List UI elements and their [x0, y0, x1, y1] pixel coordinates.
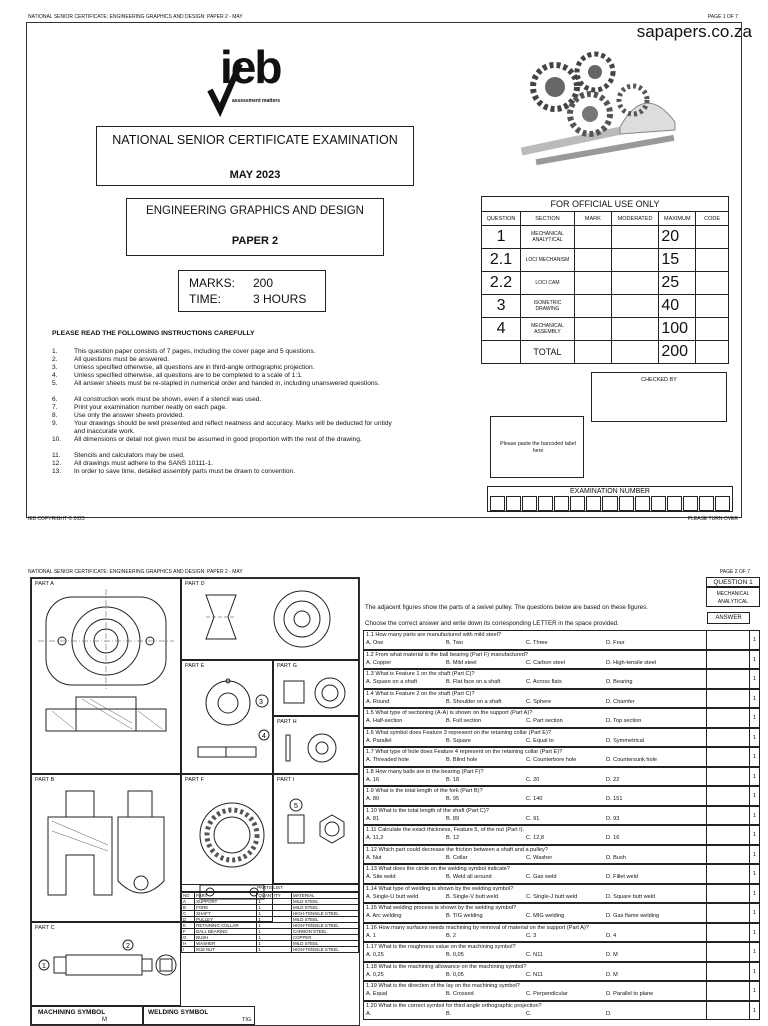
official-row: 1 MECHANICAL ANALYTICAL 20 — [482, 226, 729, 249]
code-cell[interactable] — [696, 249, 729, 272]
instruction-item: 12. All drawings must adhere to the SANS 10111-1. — [52, 460, 214, 467]
moderated-cell[interactable] — [611, 272, 659, 295]
machining-symbol-box — [31, 1006, 143, 1025]
part-b-drawing: PART B — [31, 774, 181, 922]
paper-number: PAPER 2 — [231, 235, 279, 247]
barcode-box[interactable] — [490, 416, 584, 478]
moderated-cell[interactable] — [611, 295, 659, 318]
answer-field[interactable] — [706, 865, 750, 883]
part-h-drawing: PART H — [273, 716, 359, 774]
header-maximum: MAXIMUM — [659, 212, 696, 226]
answer-field[interactable] — [706, 748, 750, 766]
official-use-table — [481, 211, 729, 364]
watermark: sapapers.co.za — [636, 22, 752, 41]
question-row: 1.7 What type of hole does Feature 4 represent on the retaining collar (Part E)? A. Threaded hole B. Blind hole C. Counterbore hole D. Countersunk hole 1 — [363, 747, 760, 767]
mark-cell[interactable] — [574, 249, 611, 272]
parts-list-table: NO PART QUANTITY MATERIAL A SUPPORT 1 MILD STEEL B FORK 1 MILD STEEL C SHAFT 1 HIGH-TENSILE STEEL D PULLEY 1 MILD STEEL E RETAINING COLLAR 1 HIGH-TENSILE STEEL F BALL BEARING 1 CARBON STEEL G BUSH 1 COPPER H WASHER 1 MILD STEEL I M16 NUT 1 HIGH-TENSILE STEEL — [181, 892, 359, 953]
total-code-cell[interactable] — [696, 341, 729, 364]
part-a-drawing: PART A — [31, 578, 181, 774]
exam-number-box — [487, 486, 733, 512]
question-row: 1.14 What type of welding is shown by the welding symbol? A. Single-U butt weld B. Single-V butt weld C. Single-J butt weld D. Square butt weld 1 — [363, 884, 760, 904]
svg-text:5: 5 — [294, 803, 298, 810]
instruction-item: 11. Stencils and calculators may be used. — [52, 452, 185, 459]
exam-title: NATIONAL SENIOR CERTIFICATE EXAMINATION — [112, 133, 398, 147]
answer-field[interactable] — [706, 670, 750, 688]
question-row: 1.5 What type of sectioning (A-A) is shown on the support (Part A)? A. Half-section B. Full section C. Part section D. Top section 1 — [363, 708, 760, 728]
parts-list-row: F BALL BEARING 1 CARBON STEEL — [182, 929, 359, 935]
svg-text:1: 1 — [42, 963, 46, 970]
question-intro: The adjacent figures show the parts of a swivel pulley. The questions below are based on these figures. — [365, 604, 648, 611]
header-mark: MARK — [574, 212, 611, 226]
page-header-right: PAGE 2 OF 7 — [719, 569, 750, 575]
time-value: 3 HOURS — [253, 292, 307, 306]
exam-date: MAY 2023 — [229, 169, 281, 181]
checked-by-box[interactable] — [591, 372, 727, 422]
instruction-item: 13. In order to save time, detailed assembly parts must be drawn to convention. — [52, 468, 296, 475]
part-i-drawing: PART I 5 — [273, 774, 359, 884]
page-header-right: PAGE 1 OF 7 — [707, 14, 738, 20]
question-row: 1.3 What is Feature 1 on the shaft (Part C)? A. Square on a shaft B. Flat face on a shaft C. Across flats D. Bearing 1 — [363, 669, 760, 689]
answer-field[interactable] — [706, 1002, 750, 1020]
marks-value: 200 — [253, 276, 274, 290]
question-row: 1.17 What is the roughness value on the machining symbol? A. 0,25 B. 0,05 C. N11 D. M 1 — [363, 942, 760, 962]
welding-symbol-label: WELDING SYMBOL — [148, 1009, 209, 1016]
machining-symbol-label: MACHINING SYMBOL — [38, 1009, 106, 1016]
question-row: 1.6 What symbol does Feature 3 represent on the retaining collar (Part E)? A. Parallel B. Square C. Equal to D. Symmetrical 1 — [363, 728, 760, 748]
question-row: 1.11 Calculate the exact thickness, Feature 5, of the nut (Part I). A. 11,2 B. 12 C. 12,8 D. 16 1 — [363, 825, 760, 845]
moderated-cell[interactable] — [611, 318, 659, 341]
answer-field[interactable] — [706, 690, 750, 708]
marks-label: MARKS: — [189, 276, 236, 290]
official-use-box — [481, 196, 729, 364]
parts-list-row: E RETAINING COLLAR 1 HIGH-TENSILE STEEL — [182, 923, 359, 929]
question-row: 1.8 How many balls are in the bearing (Part F)? A. 16 B. 18 C. 20 D. 22 1 — [363, 767, 760, 787]
question-row: 1.2 From what material is the ball bearing (Part F) manufactured? A. Copper B. Mild steel C. Carbon steel D. High-tensile steel 1 — [363, 650, 760, 670]
header-section: SECTION — [521, 212, 575, 226]
answer-field[interactable] — [706, 826, 750, 844]
checked-by-label: CHECKED BY — [641, 377, 677, 383]
page-header-left: NATIONAL SENIOR CERTIFICATE: ENGINEERING GRAPHICS AND DESIGN: PAPER 2 - MAY — [28, 569, 243, 575]
question-row: 1.9 What is the total length of the fork (Part B)? A. 80 B. 95 C. 140 D. 151 1 — [363, 786, 760, 806]
answer-field[interactable] — [706, 885, 750, 903]
machining-letter: M — [102, 1017, 107, 1023]
answer-field[interactable] — [706, 982, 750, 1000]
header-moderated: MODERATED — [611, 212, 659, 226]
part-f-drawing: PART F — [181, 774, 273, 922]
question-row: 1.18 What is the machining allowance on the machining symbol? A. 0,25 B. 0,05 C. N11 D. M 1 — [363, 962, 760, 982]
time-label: TIME: — [189, 292, 221, 306]
parts-list-row: B FORK 1 MILD STEEL — [182, 905, 359, 911]
subject-box — [126, 198, 384, 256]
part-g-drawing: PART G — [273, 660, 359, 716]
code-cell[interactable] — [696, 272, 729, 295]
parts-list-title: PARTS LIST — [181, 884, 359, 892]
mark-cell[interactable] — [574, 295, 611, 318]
subject: ENGINEERING GRAPHICS AND DESIGN — [146, 205, 364, 217]
instruction-item: 2. All questions must be answered. — [52, 356, 169, 363]
part-c-drawing: PART C 1 2 — [31, 922, 181, 1006]
official-row: 2.1 LOCI MECHANISM 15 — [482, 249, 729, 272]
marks-time-box — [178, 270, 326, 312]
welding-symbol-box — [143, 1006, 255, 1025]
question-row: 1.15 What welding process is shown by the welding symbol? A. Arc welding B. TIG welding C. MIG welding D. Gas flame welding 1 — [363, 903, 760, 923]
part-d-drawing: PART D — [181, 578, 359, 660]
svg-text:2: 2 — [126, 943, 130, 950]
instructions-list — [52, 348, 402, 498]
instruction-item: 8. Use only the answer sheets provided. — [52, 412, 184, 419]
instruction-item: 9. Your drawings should be well presented and reflect neatness and accuracy. Marks will be deducted for untidy and inaccurate work. — [52, 420, 392, 435]
answer-label: ANSWER — [707, 612, 750, 624]
page-2 — [0, 560, 768, 1024]
answer-field[interactable] — [706, 807, 750, 825]
official-row: 3 ISOMETRIC DRAWING 40 — [482, 295, 729, 318]
exam-title-box — [96, 126, 414, 186]
code-cell[interactable] — [696, 226, 729, 249]
instruction-item: 3. Unless specified otherwise, all questions are in third-angle orthographic projection. — [52, 364, 315, 371]
mark-cell[interactable] — [574, 318, 611, 341]
header-question: QUESTION — [482, 212, 521, 226]
weld-process-label: TIG — [242, 1017, 252, 1023]
ieb-logo: ieb assessment matters — [200, 44, 310, 120]
parts-list-row: G BUSH 1 COPPER — [182, 935, 359, 941]
question-row: 1.19 What is the direction of the lay on the machining symbol? A. Equal B. Crossed C. Perpendicular D. Parallel to plane 1 — [363, 981, 760, 1001]
parts-list-row: C SHAFT 1 HIGH-TENSILE STEEL — [182, 911, 359, 917]
official-row: 2.2 LOCI CAM 25 — [482, 272, 729, 295]
footer-turn-over: PLEASE TURN OVER — [687, 516, 738, 522]
answer-field[interactable] — [706, 904, 750, 922]
answer-field[interactable] — [706, 709, 750, 727]
question-section: MECHANICAL ANALYTICAL — [706, 587, 760, 607]
instruction-item: 7. Print your examination number neatly on each page. — [52, 404, 227, 411]
part-e-drawing: PART E 3 4 — [181, 660, 273, 774]
instruction-item: 10. All dimensions or detail not given must be assumed in good proportion with the rest of the drawing. — [52, 436, 362, 443]
question-row: 1.10 What is the total length of the shaft (Part C)? A. 81 B. 89 C. 91 D. 93 1 — [363, 806, 760, 826]
instruction-item: 4. Unless specified otherwise, all questions are to be completed to a scale of 1:1. — [52, 372, 303, 379]
instruction-item: 5. All answer sheets must be re-stapled in numerical order and handed in, including unanswered questions. — [52, 380, 380, 387]
question-instruction: Choose the correct answer and write down its corresponding LETTER in the space provided. — [365, 620, 619, 627]
parts-list — [181, 884, 359, 982]
question-row: 1.16 How many surfaces needs machining by removal of material on the support (Part A)? A. 1 B. 2 C. 3 D. 4 1 — [363, 923, 760, 943]
answer-field[interactable] — [706, 787, 750, 805]
official-total-row: TOTAL 200 — [482, 341, 729, 364]
total-moderated-cell[interactable] — [611, 341, 659, 364]
answer-field[interactable] — [706, 924, 750, 942]
svg-text:4: 4 — [262, 733, 266, 740]
question-row: 1.13 What does the circle on the welding symbol indicate? A. Site weld B. Weld all around C. Gas weld D. Fillet weld 1 — [363, 864, 760, 884]
question-label: QUESTION 1 — [706, 577, 760, 587]
mark-cell[interactable] — [574, 272, 611, 295]
answer-field[interactable] — [706, 943, 750, 961]
official-row: 4 MECHANICAL ASSEMBLY 100 — [482, 318, 729, 341]
answer-field[interactable] — [706, 963, 750, 981]
instruction-item: 1. This question paper consists of 7 pages, including the cover page and 5 questions. — [52, 348, 316, 355]
question-row: 1.20 What is the correct symbol for third angle orthographic projection? A. B. C. D. 1 — [363, 1001, 760, 1021]
gears-illustration — [515, 42, 685, 172]
moderated-cell[interactable] — [611, 249, 659, 272]
question-row: 1.1 How many parts are manufactured with mild steel? A. One B. Two C. Three D. Four 1 — [363, 630, 760, 650]
svg-text:3: 3 — [259, 699, 263, 706]
barcode-text: Please paste the barcoded label here — [500, 441, 576, 454]
exam-number-label: EXAMINATION NUMBER — [570, 488, 650, 495]
official-use-title: FOR OFFICIAL USE ONLY — [550, 199, 660, 209]
parts-list-row: A SUPPORT 1 MILD STEEL — [182, 899, 359, 905]
parts-list-row: I M16 NUT 1 HIGH-TENSILE STEEL — [182, 947, 359, 953]
answer-field[interactable] — [706, 651, 750, 669]
code-cell[interactable] — [696, 318, 729, 341]
mark-cell[interactable] — [574, 226, 611, 249]
answer-field[interactable] — [706, 631, 750, 649]
drawings-panel — [30, 577, 360, 1026]
header-code: CODE — [696, 212, 729, 226]
answer-field[interactable] — [706, 729, 750, 747]
question-row: 1.12 Which part could decrease the friction between a shaft and a pulley? A. Nut B. Collar C. Washer D. Bush 1 — [363, 845, 760, 865]
total-mark-cell[interactable] — [574, 341, 611, 364]
moderated-cell[interactable] — [611, 226, 659, 249]
page-header-left: NATIONAL SENIOR CERTIFICATE: ENGINEERING GRAPHICS AND DESIGN: PAPER 2 - MAY — [28, 14, 243, 20]
answer-field[interactable] — [706, 768, 750, 786]
parts-list-row: H WASHER 1 MILD STEEL — [182, 941, 359, 947]
instruction-item: 6. All construction work must be shown, even if a stencil was used. — [52, 396, 262, 403]
answer-field[interactable] — [706, 846, 750, 864]
instructions-heading: PLEASE READ THE FOLLOWING INSTRUCTIONS CAREFULLY — [52, 330, 255, 337]
code-cell[interactable] — [696, 295, 729, 318]
question-row: 1.4 What is Feature 2 on the shaft (Part C)? A. Round B. Shoulder on a shaft C. Sphere D. Chamfer 1 — [363, 689, 760, 709]
exam-number-cells[interactable] — [490, 496, 730, 511]
parts-list-row: D PULLEY 1 MILD STEEL — [182, 917, 359, 923]
footer-copyright: IEB COPYRIGHT © 2023 — [28, 516, 85, 522]
